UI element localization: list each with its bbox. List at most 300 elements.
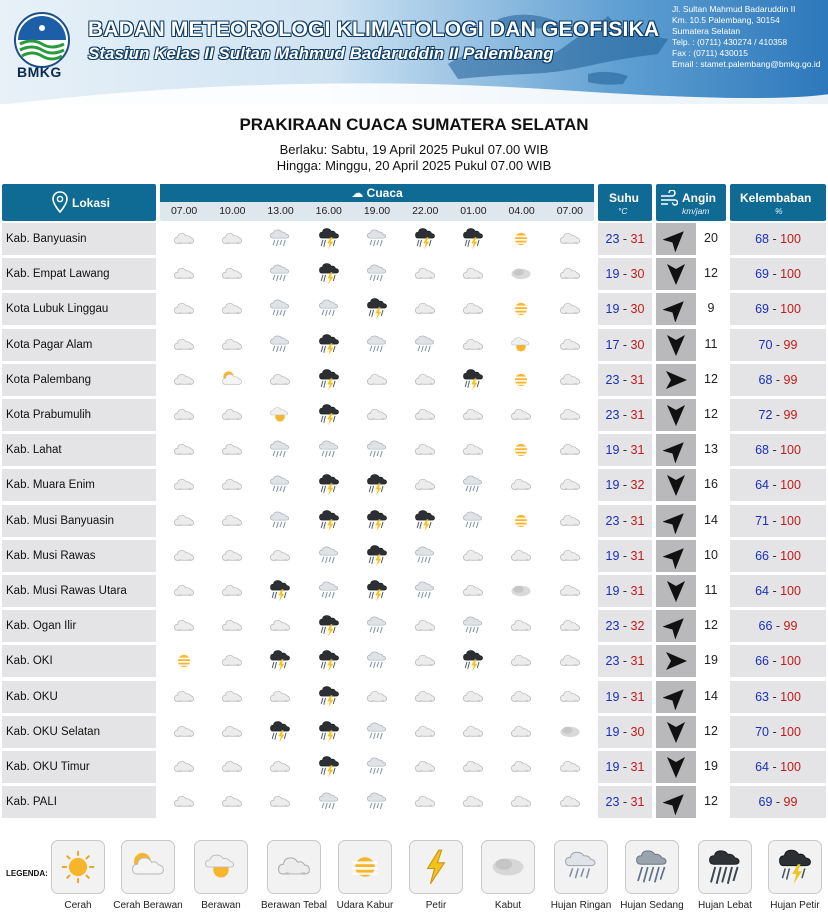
location-name: Kota Prabumulih	[2, 399, 156, 431]
humidity-max: 100	[780, 654, 801, 669]
range-separator: -	[772, 408, 784, 422]
temp-max: 30	[630, 724, 645, 739]
cloud-icon	[449, 681, 497, 713]
cloud-icon	[546, 645, 594, 677]
legend-item-label: Hujan Petir	[770, 900, 820, 911]
temperature-range	[598, 575, 652, 607]
cloud-icon	[497, 399, 545, 431]
cloud-icon	[160, 610, 208, 642]
cloud-icon	[208, 716, 256, 748]
thunderstorm-icon	[449, 223, 497, 255]
table-row	[0, 540, 828, 572]
wind-direction-arrow-icon	[656, 610, 696, 642]
cloud-icon	[160, 258, 208, 290]
validity-period	[0, 142, 828, 174]
cloud-icon	[256, 364, 304, 396]
temperature-range	[598, 293, 652, 325]
location-name: Kab. OKU Timur	[2, 751, 156, 783]
table-row	[0, 786, 828, 818]
location-name: Kab. OKU Selatan	[2, 716, 156, 748]
humidity-max: 100	[780, 478, 801, 493]
humidity-range	[730, 223, 826, 255]
legend-item-label: Kabut	[494, 900, 522, 911]
wind-speed: 10	[704, 547, 718, 562]
thunderstorm-icon	[305, 469, 353, 501]
temp-min: 19	[605, 689, 620, 704]
haze-icon	[497, 434, 545, 466]
cloud-icon	[353, 364, 401, 396]
cloud-icon	[208, 469, 256, 501]
cloud-icon	[160, 540, 208, 572]
temperature-range	[598, 645, 652, 677]
cloud-icon	[353, 399, 401, 431]
header-kelembaban-unit: %	[775, 206, 783, 216]
header-suhu	[598, 184, 652, 221]
location-name: Kab. Musi Rawas	[2, 540, 156, 572]
location-pin-icon	[52, 191, 68, 213]
light-rain-icon	[305, 293, 353, 325]
cloud-icon	[401, 434, 449, 466]
cloud-icon	[546, 786, 594, 818]
thunderstorm-icon	[305, 751, 353, 783]
legend-item-label: Hujan Ringan	[550, 900, 612, 911]
range-separator: -	[619, 408, 631, 422]
legend-item-label: Cerah Berawan	[113, 900, 183, 911]
humidity-min: 68	[758, 372, 773, 387]
legend-item-label: Udara Kabur	[336, 900, 394, 911]
humidity-range	[730, 681, 826, 713]
thunderstorm-icon	[305, 364, 353, 396]
humidity-min: 72	[758, 408, 773, 422]
thunderstorm-icon	[401, 223, 449, 255]
table-row	[0, 434, 828, 466]
humidity-max: 100	[780, 584, 801, 598]
wind-direction-arrow-icon	[656, 223, 696, 255]
fog-icon	[481, 840, 535, 894]
light-rain-icon	[305, 786, 353, 818]
legend-item	[259, 840, 329, 911]
contact-line: Jl. Sultan Mahmud Badaruddin II	[672, 4, 796, 14]
cloud-icon	[208, 293, 256, 325]
humidity-min: 66	[755, 548, 769, 563]
cloud-icon	[546, 540, 594, 572]
temperature-range	[598, 258, 652, 290]
light-rain-icon	[256, 223, 304, 255]
humidity-range	[730, 293, 826, 325]
haze-icon	[497, 223, 545, 255]
humidity-min: 64	[755, 760, 769, 774]
range-separator: -	[619, 478, 631, 493]
temp-min: 23	[605, 795, 620, 810]
temp-min: 19	[605, 724, 620, 739]
cloud-icon	[208, 610, 256, 642]
humidity-range	[730, 540, 826, 572]
wind-direction-arrow-icon	[656, 681, 696, 713]
range-separator: -	[619, 443, 631, 458]
humidity-max: 99	[783, 337, 798, 352]
cloud-icon	[160, 786, 208, 818]
cloud-icon	[401, 469, 449, 501]
light-rain-icon	[401, 329, 449, 361]
humidity-max: 100	[780, 724, 801, 739]
humidity-range	[730, 505, 826, 537]
range-separator: -	[772, 795, 784, 810]
range-separator: -	[772, 337, 784, 352]
table-row	[0, 469, 828, 501]
humidity-max: 100	[780, 267, 801, 282]
wind-direction-arrow-icon	[656, 364, 696, 396]
cloud-icon	[208, 258, 256, 290]
humidity-min: 68	[755, 443, 769, 458]
cloud-icon	[546, 434, 594, 466]
location-name: Kab. OKI	[2, 645, 156, 677]
thunderstorm-icon	[353, 575, 401, 607]
humidity-range	[730, 786, 826, 818]
time-label: 19.00	[363, 205, 391, 217]
cloud-icon	[497, 469, 545, 501]
cloud-icon	[497, 645, 545, 677]
range-separator: -	[619, 760, 631, 774]
cloud-icon	[160, 681, 208, 713]
humidity-range	[730, 575, 826, 607]
legend-item	[186, 840, 256, 911]
cloud-icon	[449, 434, 497, 466]
humidity-min: 69	[755, 267, 769, 282]
cloud-icon	[256, 540, 304, 572]
org-title: BADAN METEOROLOGI KLIMATOLOGI DAN GEOFISIKA	[88, 18, 660, 41]
table-row	[0, 716, 828, 748]
cloud-icon	[160, 364, 208, 396]
temperature-range	[598, 540, 652, 572]
legend-item	[473, 840, 543, 911]
range-separator: -	[619, 619, 631, 634]
humidity-max: 100	[780, 232, 801, 246]
humidity-range	[730, 258, 826, 290]
temperature-range	[598, 716, 652, 748]
table-row	[0, 223, 828, 255]
header-banner	[0, 0, 828, 104]
humidity-min: 70	[758, 337, 773, 352]
cloud-icon	[160, 469, 208, 501]
location-name: Kota Lubuk Linggau	[2, 293, 156, 325]
cloud-icon	[449, 716, 497, 748]
thunderstorm-icon	[353, 505, 401, 537]
location-name: Kab. Banyuasin	[2, 223, 156, 255]
thunderstorm-icon	[449, 364, 497, 396]
range-separator: -	[619, 548, 631, 563]
cloud-icon	[449, 540, 497, 572]
cloud-icon	[160, 399, 208, 431]
wind-direction-arrow-icon	[656, 329, 696, 361]
moderate-rain-icon	[625, 840, 679, 894]
wind-direction-arrow-icon	[656, 434, 696, 466]
humidity-max: 100	[780, 443, 801, 458]
range-separator: -	[619, 337, 631, 352]
wind-direction-arrow-icon	[656, 751, 696, 783]
wind-speed: 19	[704, 759, 718, 773]
humidity-range	[730, 329, 826, 361]
cloud-icon	[401, 786, 449, 818]
wind-direction-arrow-icon	[656, 258, 696, 290]
thunderstorm-icon	[305, 505, 353, 537]
cloud-icon	[208, 505, 256, 537]
cloud-icon	[208, 399, 256, 431]
header-cuaca-label: Cuaca	[366, 186, 403, 200]
legend-item-label: Cerah	[64, 900, 92, 911]
temp-max: 32	[630, 619, 645, 634]
haze-icon	[160, 645, 208, 677]
light-rain-icon	[353, 223, 401, 255]
range-separator: -	[768, 513, 781, 528]
cloud-icon	[256, 786, 304, 818]
humidity-min: 68	[755, 232, 769, 246]
header-cuaca	[160, 184, 594, 221]
light-rain-icon	[256, 469, 304, 501]
fog-icon	[546, 716, 594, 748]
header-lokasi	[2, 184, 156, 221]
wind-direction-arrow-icon	[656, 716, 696, 748]
wind-direction-arrow-icon	[656, 540, 696, 572]
location-name: Kota Palembang	[2, 364, 156, 396]
fog-icon	[497, 575, 545, 607]
cloud-icon	[546, 575, 594, 607]
cloud-icon	[208, 434, 256, 466]
cloud-icon	[546, 223, 594, 255]
humidity-max: 99	[783, 619, 798, 634]
range-separator: -	[619, 654, 631, 669]
humidity-range	[730, 469, 826, 501]
legend-item-label: Hujan Sedang	[620, 900, 684, 911]
cloud-icon	[353, 681, 401, 713]
range-separator: -	[768, 689, 781, 704]
cloud-icon	[267, 840, 321, 894]
humidity-min: 64	[755, 584, 769, 598]
range-separator: -	[619, 267, 631, 282]
light-rain-icon	[401, 540, 449, 572]
light-rain-icon	[449, 505, 497, 537]
light-rain-icon	[305, 434, 353, 466]
temperature-range	[598, 223, 652, 255]
light-rain-icon	[305, 575, 353, 607]
light-rain-icon	[256, 505, 304, 537]
logo-text: BMKG	[17, 64, 62, 80]
legend-item-label: Berawan	[201, 900, 241, 911]
cloud-icon	[401, 364, 449, 396]
wind-speed: 12	[704, 618, 718, 633]
light-rain-icon	[353, 258, 401, 290]
cloud-icon	[546, 505, 594, 537]
legend-item	[43, 840, 113, 911]
temperature-range	[598, 364, 652, 396]
cloud-icon	[546, 329, 594, 361]
temp-min: 23	[605, 513, 620, 528]
cloud-icon	[160, 434, 208, 466]
temp-min: 23	[605, 619, 620, 634]
header-kelembaban-label: Kelembaban	[740, 191, 812, 205]
temp-min: 23	[605, 372, 620, 387]
light-rain-icon	[256, 258, 304, 290]
cloud-icon	[208, 223, 256, 255]
contact-phone: Telp. : (0711) 430274 / 410358	[672, 37, 788, 47]
temp-max: 31	[630, 443, 645, 458]
time-label: 01.00	[460, 205, 487, 217]
range-separator: -	[768, 654, 781, 669]
location-name: Kab. Musi Rawas Utara	[2, 575, 156, 607]
temp-max: 30	[630, 337, 645, 352]
temperature-range	[598, 610, 652, 642]
cloud-icon	[160, 751, 208, 783]
temperature-range	[598, 505, 652, 537]
table-row	[0, 751, 828, 783]
light-rain-icon	[353, 716, 401, 748]
temp-max: 31	[630, 232, 645, 246]
temperature-range	[598, 751, 652, 783]
thunderstorm-icon	[353, 469, 401, 501]
cloud-icon	[497, 681, 545, 713]
cloud-icon	[401, 293, 449, 325]
wind-speed: 12	[704, 407, 718, 421]
location-name: Kab. PALI	[2, 786, 156, 818]
time-label: 16.00	[315, 205, 342, 217]
light-rain-icon	[449, 610, 497, 642]
light-rain-icon	[353, 751, 401, 783]
thunderstorm-icon	[305, 645, 353, 677]
range-separator: -	[772, 372, 784, 387]
table-row	[0, 645, 828, 677]
header-angin	[656, 184, 726, 221]
cloud-icon	[546, 751, 594, 783]
humidity-range	[730, 610, 826, 642]
cloud-icon	[449, 751, 497, 783]
range-separator: -	[619, 584, 631, 598]
cloud-icon	[208, 645, 256, 677]
legend-item	[546, 840, 616, 911]
contact-info	[672, 4, 820, 70]
location-name: Kab. Muara Enim	[2, 469, 156, 501]
time-label: 07.00	[170, 205, 198, 217]
time-label: 13.00	[267, 205, 294, 217]
light-rain-icon	[353, 329, 401, 361]
wind-direction-arrow-icon	[656, 293, 696, 325]
time-label: 22.00	[412, 205, 439, 217]
humidity-range	[730, 364, 826, 396]
cloud-icon: ☁	[351, 186, 367, 200]
banner-curve	[0, 70, 828, 104]
cloud-icon	[256, 751, 304, 783]
range-separator: -	[619, 724, 631, 739]
sun-icon	[51, 840, 105, 894]
thunderstorm-icon	[305, 223, 353, 255]
humidity-max: 100	[780, 513, 801, 528]
light-rain-icon	[305, 540, 353, 572]
legend-item	[330, 840, 400, 911]
fog-icon	[497, 258, 545, 290]
thunderstorm-icon	[305, 399, 353, 431]
wind-speed: 12	[704, 371, 718, 386]
temp-min: 19	[605, 302, 620, 317]
humidity-range	[730, 751, 826, 783]
range-separator: -	[619, 513, 631, 528]
legend-item	[617, 840, 687, 911]
cloud-icon	[401, 716, 449, 748]
thunderstorm-icon	[353, 540, 401, 572]
cloud-icon	[401, 751, 449, 783]
header-kelembaban	[730, 184, 826, 221]
humidity-min: 66	[758, 619, 773, 634]
temp-max: 32	[630, 478, 645, 493]
humidity-max: 99	[783, 372, 798, 387]
cloud-icon	[449, 786, 497, 818]
wind-speed: 13	[704, 442, 718, 457]
legend-item	[113, 840, 183, 911]
humidity-max: 99	[783, 795, 798, 810]
cloud-icon	[449, 329, 497, 361]
haze-icon	[338, 840, 392, 894]
range-separator: -	[768, 478, 781, 493]
humidity-range	[730, 434, 826, 466]
cloud-icon	[401, 399, 449, 431]
cloud-icon	[546, 258, 594, 290]
cloudy-sun-icon	[194, 840, 248, 894]
cloud-icon	[546, 610, 594, 642]
location-name: Kab. Lahat	[2, 434, 156, 466]
cloud-icon	[449, 258, 497, 290]
table-row	[0, 293, 828, 325]
wind-direction-arrow-icon	[656, 645, 696, 677]
cloud-icon	[208, 329, 256, 361]
table-row	[0, 681, 828, 713]
contact-email: Email : stamet.palembang@bmkg.go.id	[672, 59, 821, 69]
thunderstorm-icon	[449, 645, 497, 677]
temp-max: 31	[630, 584, 645, 598]
legend-item-label: Hujan Lebat	[698, 900, 752, 911]
light-rain-icon	[353, 645, 401, 677]
contact-fax: Fax : (0711) 430015	[672, 48, 748, 58]
cloud-icon	[208, 786, 256, 818]
wind-speed: 20	[704, 231, 718, 245]
wind-speed: 11	[704, 583, 718, 597]
temperature-range	[598, 786, 652, 818]
range-separator: -	[619, 302, 631, 317]
range-separator: -	[768, 302, 781, 317]
table-row	[0, 258, 828, 290]
range-separator: -	[619, 232, 631, 246]
cloud-icon	[208, 540, 256, 572]
valid-to: Hingga: Minggu, 20 April 2025 Pukul 07.00 WIB	[276, 158, 552, 173]
header-suhu-unit: °C	[618, 206, 628, 216]
cloud-icon	[497, 610, 545, 642]
humidity-min: 71	[755, 513, 769, 528]
legend-label: LEGENDA:	[6, 869, 48, 878]
haze-icon	[497, 293, 545, 325]
thunderstorm-icon	[768, 840, 822, 894]
wind-speed: 12	[704, 723, 718, 738]
light-rain-icon	[554, 840, 608, 894]
cloud-icon	[497, 751, 545, 783]
wind-direction-arrow-icon	[656, 399, 696, 431]
wind-direction-arrow-icon	[656, 575, 696, 607]
range-separator: -	[619, 372, 631, 387]
cloud-icon	[449, 575, 497, 607]
humidity-range	[730, 399, 826, 431]
partly-cloudy-icon	[208, 364, 256, 396]
range-separator: -	[768, 267, 781, 282]
temp-min: 19	[605, 584, 620, 598]
time-columns	[160, 202, 594, 221]
light-rain-icon	[353, 434, 401, 466]
temp-min: 23	[605, 654, 620, 669]
temp-min: 19	[605, 443, 620, 458]
